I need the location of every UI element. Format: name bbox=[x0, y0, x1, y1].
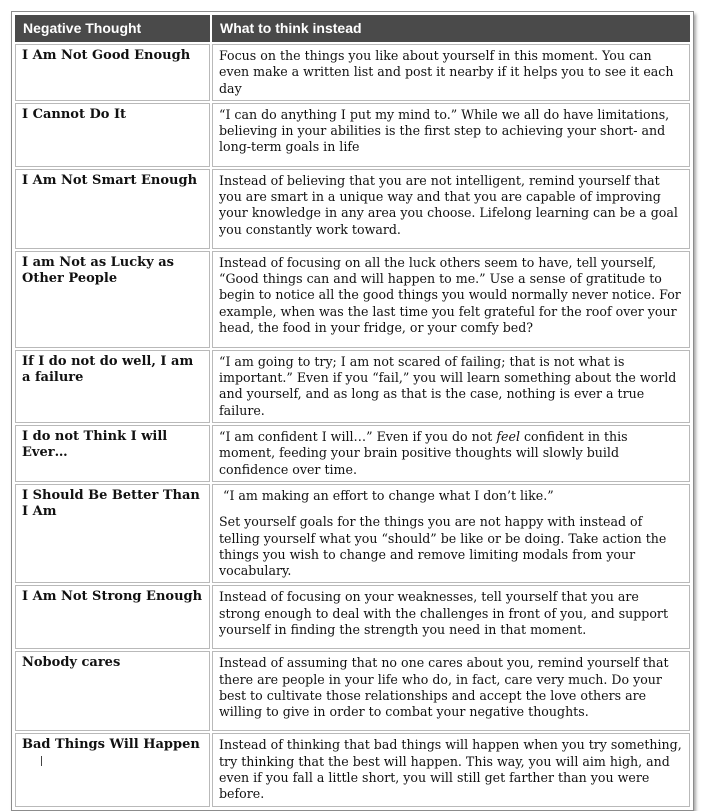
instead-cell bbox=[212, 425, 690, 482]
instead-text-emphasis: feel bbox=[496, 429, 520, 445]
table-row bbox=[15, 733, 690, 806]
instead-text: Set yourself goals for the things you are not happy with instead of telling yourself what you “should” be like or be doing. Take action the things you wish to change and remove limiting modals from your vocabulary. bbox=[219, 514, 667, 579]
table-row bbox=[15, 251, 690, 348]
page-edge-marker bbox=[41, 756, 42, 766]
negative-thought-cell: Bad Things Will Happen bbox=[15, 733, 210, 806]
negative-thought-table bbox=[13, 13, 692, 809]
table-row bbox=[15, 585, 690, 649]
table-row bbox=[15, 651, 690, 731]
instead-cell bbox=[212, 44, 690, 101]
instead-text: Instead of assuming that no one cares about you, remind yourself that there are people in your life who do, in fact, care very much. Do your best to cultivate those relationships and accept the love others are willing to give in order to combat your negative thoughts. bbox=[219, 655, 669, 720]
instead-text: “I can do anything I put my mind to.” While we all do have limitations, believing in your abilities is the first step to achieving your short- and long-term goals in life bbox=[219, 106, 670, 155]
negative-thought-cell: I do not Think I will Ever… bbox=[15, 425, 210, 482]
negative-thought-cell: I Cannot Do It bbox=[15, 103, 210, 167]
instead-cell bbox=[212, 733, 690, 806]
instead-cell bbox=[212, 585, 690, 649]
instead-cell bbox=[212, 350, 690, 423]
table-header-row bbox=[15, 15, 690, 42]
negative-thought-cell: Nobody cares bbox=[15, 651, 210, 731]
instead-text-tail: confident in this moment, feeding your brain positive thoughts will slowly build confidence over time. bbox=[219, 429, 628, 477]
instead-text: Instead of focusing on your weaknesses, tell yourself that you are strong enough to deal with the challenges in front of you, and support yourself in finding the strength you need in that moment. bbox=[219, 589, 669, 638]
table-row bbox=[15, 103, 690, 167]
instead-text: Instead of thinking that bad things will happen when you try something, try thinking that the best will happen. This way, you will aim high, and even if you fall a little short, you will still get farther than you were before. bbox=[219, 737, 682, 802]
instead-cell bbox=[212, 484, 690, 583]
table-row bbox=[15, 350, 690, 423]
instead-cell bbox=[212, 651, 690, 731]
negative-thought-cell: I Should Be Better Than I Am bbox=[15, 484, 210, 583]
instead-text: Instead of focusing on all the luck others seem to have, tell yourself, “Good things can and will happen to me.” Use a sense of gratitude to begin to notice all the good things you would normally never notice. For example, when was the last time you felt grateful for the roof over your head, the food in your fridge, or your comfy bed? bbox=[219, 254, 681, 336]
instead-text: “I am going to try; I am not scared of failing; that is not what is important.” Even if you “fail,” you will learn something about the world and yourself, and as long as that is the case, nothing is ever a true failure. bbox=[219, 353, 677, 418]
table-row bbox=[15, 169, 690, 249]
negative-thought-cell: I Am Not Good Enough bbox=[15, 44, 210, 101]
header-what-to-think-instead: What to think instead bbox=[212, 15, 690, 42]
instead-text-lead: “I am confident I will…” Even if you do not bbox=[219, 429, 497, 445]
instead-cell bbox=[212, 169, 690, 249]
thought-table-frame bbox=[11, 11, 694, 811]
header-negative-thought: Negative Thought bbox=[15, 15, 210, 42]
instead-text: Instead of believing that you are not intelligent, remind yourself that you are smart in a unique way and that you are capable of improving your knowledge in any area you choose. Lifelong learning can be a goal you constantly work toward. bbox=[219, 172, 678, 237]
instead-cell bbox=[212, 103, 690, 167]
negative-thought-cell: If I do not do well, I am a failure bbox=[15, 350, 210, 423]
table-row bbox=[15, 44, 690, 101]
negative-thought-cell: I Am Not Strong Enough bbox=[15, 585, 210, 649]
instead-quote: “I am making an effort to change what I don’t like.” bbox=[219, 487, 554, 503]
negative-thought-cell: I Am Not Smart Enough bbox=[15, 169, 210, 249]
instead-cell bbox=[212, 251, 690, 348]
table-row bbox=[15, 425, 690, 482]
table-row bbox=[15, 484, 690, 583]
negative-thought-cell: I am Not as Lucky as Other People bbox=[15, 251, 210, 348]
instead-text bbox=[219, 429, 683, 478]
instead-text: Focus on the things you like about yourself in this moment. You can even make a written list and post it nearby if it helps you to see it each day bbox=[219, 48, 674, 96]
